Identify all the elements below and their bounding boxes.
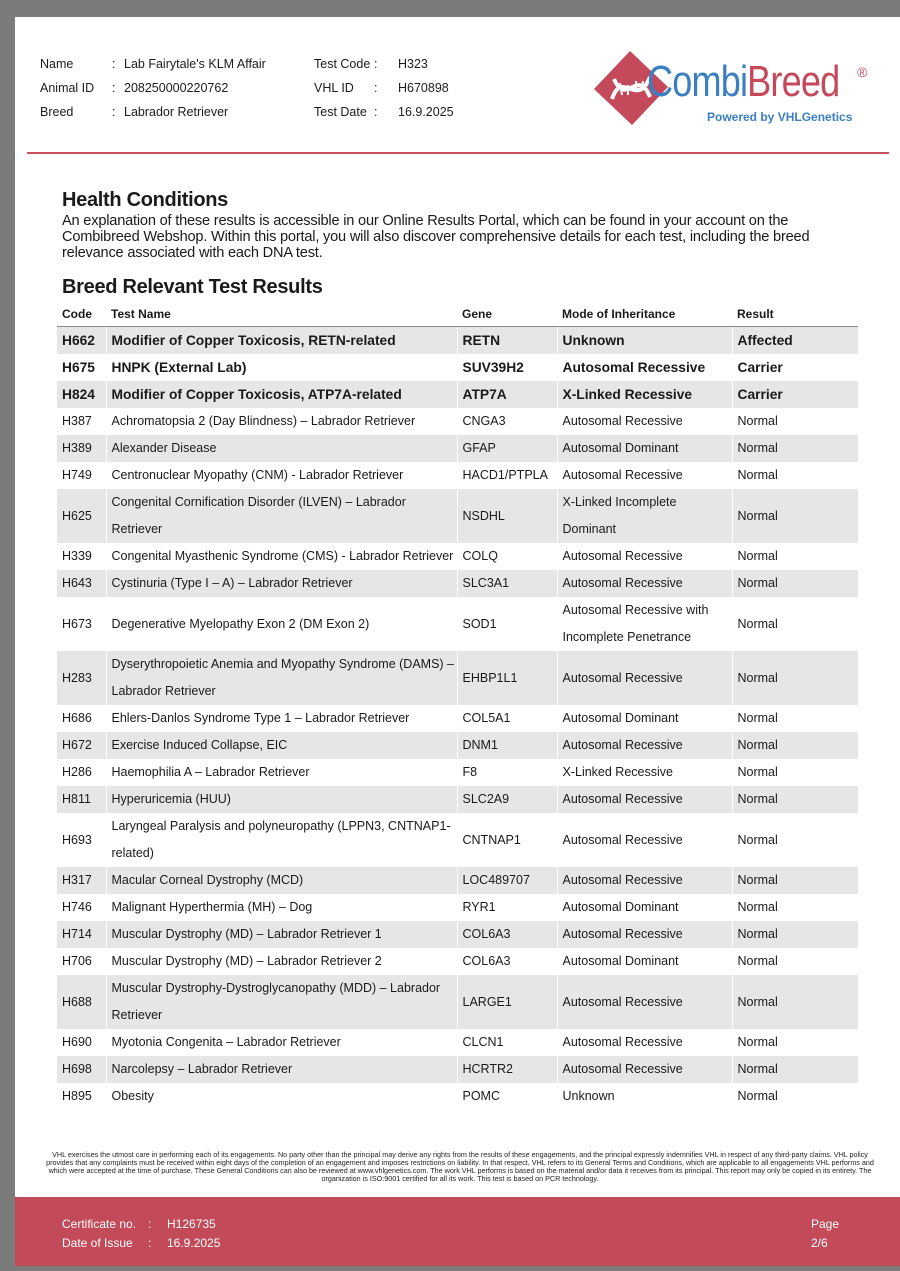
cell-code: H693 [62,832,92,847]
issue-date-row [62,1234,220,1253]
cell-gene: LARGE1 [457,975,557,1029]
cell-gene: COLQ [457,543,557,570]
cell-result: Normal [732,813,858,867]
header-divider [27,152,889,154]
cell-gene: CNGA3 [457,408,557,435]
cell-test-name: Narcolepsy – Labrador Retriever [106,1056,457,1083]
table-row [57,1056,858,1083]
table-header [57,302,858,327]
table-row [57,1083,858,1110]
health-conditions-title: Health Conditions [62,189,229,211]
cell-test-name: Obesity [106,1083,457,1110]
table-row [57,570,858,597]
cell-test-name: Muscular Dystrophy (MD) – Labrador Retriever 2 [106,948,457,975]
cell-gene: HCRTR2 [457,1056,557,1083]
logo-combi: Combi [647,57,748,106]
cell-gene: SLC2A9 [457,786,557,813]
animal-id-row [40,79,266,103]
cell-code: H625 [57,489,106,543]
cell-test-name: Achromatopsia 2 (Day Blindness) – Labrador Retriever [106,408,457,435]
cell-gene: COL6A3 [457,948,557,975]
breed-value: Labrador Retriever [124,105,229,119]
cell-mode: X-Linked Recessive [557,759,732,786]
cell-code: H895 [62,1089,92,1103]
cell-test-name: Malignant Hyperthermia (MH) – Dog [106,894,457,921]
cell-result: Normal [732,408,858,435]
test-date-label: Test Date [314,105,367,119]
table-row [57,705,858,732]
certificate-label: Certificate no. [62,1217,137,1231]
cell-code: H714 [57,921,106,948]
cell-mode: X-Linked Incomplete Dominant [557,489,732,543]
cell-gene: COL6A3 [457,921,557,948]
animal-info [40,55,266,127]
table-row [57,759,858,786]
name-value: Lab Fairytale's KLM Affair [124,57,266,71]
cell-mode: Autosomal Dominant [557,435,732,462]
table-row [57,651,858,705]
cell-result: Normal [732,597,858,651]
cell-test-name: Modifier of Copper Toxicosis, ATP7A-related [106,381,457,408]
cell-test-name: Exercise Induced Collapse, EIC [106,732,457,759]
cell-mode: Autosomal Recessive [557,462,732,489]
results-table [57,302,858,1110]
table-row [57,381,858,408]
cell-result: Carrier [732,354,858,381]
cell-result: Normal [732,1083,858,1110]
cell-code: H706 [62,954,92,968]
cell-test-name: Congenital Cornification Disorder (ILVEN) – Labrador Retriever [106,489,457,543]
cell-code: H662 [57,327,106,355]
table-row [57,867,858,894]
cell-mode: Autosomal Recessive [557,921,732,948]
cell-gene: ATP7A [457,381,557,408]
cell-mode: Autosomal Recessive [557,543,732,570]
table-row [57,408,858,435]
certificate-info [62,1215,220,1253]
cell-gene: EHBP1L1 [457,651,557,705]
page-indicator [811,1215,839,1253]
table-row [57,462,858,489]
cell-gene: RETN [457,327,557,355]
cell-gene: SOD1 [457,597,557,651]
cell-gene: CLCN1 [457,1029,557,1056]
cell-mode: Autosomal Recessive with Incomplete Penetrance [557,597,732,651]
header-code: Code [57,302,106,327]
certificate-row [62,1215,220,1234]
footer-bar [15,1197,900,1266]
vhl-id-row [314,79,454,103]
cell-mode: Autosomal Dominant [557,894,732,921]
registered-mark: ® [857,64,868,80]
table-row [57,786,858,813]
page-label: Page [811,1217,840,1231]
cell-gene: DNM1 [457,732,557,759]
cell-code: H824 [57,381,106,408]
cell-gene: RYR1 [457,894,557,921]
separator: : [148,1236,152,1250]
separator: : [374,81,378,95]
table-row [57,948,858,975]
breed-row [40,103,266,127]
separator: : [374,105,378,119]
test-code-value: H323 [398,57,428,71]
test-code-label: Test Code [314,57,371,71]
cell-code: H675 [62,360,95,375]
test-date-row [314,103,454,127]
cell-result: Normal [732,867,858,894]
cell-gene: SLC3A1 [457,570,557,597]
cell-test-name: Congenital Myasthenic Syndrome (CMS) - Labrador Retriever [106,543,457,570]
cell-test-name: Muscular Dystrophy-Dystroglycanopathy (MDD) – Labrador Retriever [106,975,457,1029]
logo-tagline: Powered by VHLGenetics [707,110,853,124]
cell-code: H746 [62,900,92,914]
cell-result: Normal [732,570,858,597]
cell-result: Normal [732,1056,858,1083]
cell-mode: Autosomal Recessive [557,1029,732,1056]
breed-results-title: Breed Relevant Test Results [62,276,323,298]
cell-code: H673 [62,616,92,631]
table-row [57,435,858,462]
cell-code: H688 [57,975,106,1029]
cell-gene: HACD1/PTPLA [457,462,557,489]
table-row [57,327,858,355]
cell-result: Normal [732,894,858,921]
header-gene: Gene [457,302,557,327]
cell-test-name: HNPK (External Lab) [106,354,457,381]
cell-mode: Unknown [557,327,732,355]
cell-mode: Autosomal Recessive [557,408,732,435]
table-row [57,597,858,651]
combibreed-logo [592,44,877,134]
header-result: Result [732,302,858,327]
report-page [15,17,900,1266]
table-row [57,732,858,759]
cell-test-name: Centronuclear Myopathy (CNM) - Labrador Retriever [106,462,457,489]
header-mode: Mode of Inheritance [557,302,732,327]
cell-test-name: Myotonia Congenita – Labrador Retriever [106,1029,457,1056]
cell-mode: Autosomal Recessive [557,1056,732,1083]
cell-result: Normal [732,759,858,786]
table-row [57,489,858,543]
cell-code: H317 [57,867,106,894]
cell-result: Normal [732,786,858,813]
cell-result: Normal [732,489,858,543]
test-code-row [314,55,454,79]
breed-label: Breed [40,105,74,119]
cell-mode: Autosomal Dominant [557,948,732,975]
issue-date-label: Date of Issue [62,1236,133,1250]
animal-id-value: 208250000220762 [124,81,229,95]
cell-code: H286 [62,765,92,779]
cell-code: H283 [57,651,106,705]
animal-id-label: Animal ID [40,81,95,95]
cell-result: Normal [732,651,858,705]
cell-gene: GFAP [457,435,557,462]
cell-result: Normal [732,975,858,1029]
name-label: Name [40,57,74,71]
issue-date-value: 16.9.2025 [167,1236,221,1250]
cell-result: Normal [732,543,858,570]
name-row [40,55,266,79]
cell-test-name: Hyperuricemia (HUU) [106,786,457,813]
cell-code: H389 [57,435,106,462]
cell-gene: F8 [457,759,557,786]
page-number: 2/6 [811,1236,828,1250]
certificate-value: H126735 [167,1217,216,1231]
separator: : [112,57,116,71]
cell-mode: Autosomal Recessive [557,975,732,1029]
cell-result: Normal [732,705,858,732]
cell-gene: POMC [457,1083,557,1110]
table-row [57,354,858,381]
cell-mode: Autosomal Dominant [557,705,732,732]
cell-code: H749 [62,468,92,482]
table-row [57,894,858,921]
cell-test-name: Dyserythropoietic Anemia and Myopathy Syndrome (DAMS) – Labrador Retriever [106,651,457,705]
logo-wordmark [647,57,839,107]
cell-result: Normal [732,948,858,975]
cell-code: H643 [57,570,106,597]
cell-test-name: Ehlers-Danlos Syndrome Type 1 – Labrador Retriever [106,705,457,732]
cell-mode: Autosomal Recessive [557,732,732,759]
cell-mode: X-Linked Recessive [557,381,732,408]
cell-gene: COL5A1 [457,705,557,732]
cell-code: H339 [62,549,92,563]
table-row [57,921,858,948]
cell-result: Normal [732,462,858,489]
cell-test-name: Modifier of Copper Toxicosis, RETN-related [106,327,457,355]
cell-mode: Autosomal Recessive [557,867,732,894]
cell-test-name: Laryngeal Paralysis and polyneuropathy (LPPN3, CNTNAP1-related) [106,813,457,867]
cell-gene: SUV39H2 [457,354,557,381]
cell-mode: Autosomal Recessive [557,570,732,597]
cell-test-name: Haemophilia A – Labrador Retriever [106,759,457,786]
cell-result: Normal [732,921,858,948]
cell-code: H811 [57,786,106,813]
table-row [57,543,858,570]
cell-gene: CNTNAP1 [457,813,557,867]
cell-test-name: Alexander Disease [106,435,457,462]
vhl-id-label: VHL ID [314,81,354,95]
separator: : [112,105,116,119]
cell-test-name: Degenerative Myelopathy Exon 2 (DM Exon 2) [106,597,457,651]
legal-disclaimer: VHL exercises the utmost care in performing each of its engagements. No party other than the principal may derive any rights from the results of these engagements, and the principal expressly indemnifies VHL in respect of any third-party claims. VHL policy provides that any complaints must be received within eight days of the completion of an engagement and imposes restrictions on liability. In that respect, VHL refers to its General Terms and Conditions, which are applicable to all engagements VHL performs and which were accepted at the time of purchase. These General Conditions can also be reviewed at www.vhlgenetics.com. The work VHL performs is based on the material and/or data it receives from its principal. This report may only be copied in its entirety. The organization is ISO:9001 certified for all its work. This test is based on PCR technology. [46,1150,874,1183]
cell-result: Normal [732,435,858,462]
logo-breed: Breed [747,57,840,106]
cell-mode: Autosomal Recessive [557,651,732,705]
cell-test-name: Cystinuria (Type I – A) – Labrador Retriever [106,570,457,597]
table-row [57,813,858,867]
separator: : [148,1217,152,1231]
cell-mode: Autosomal Recessive [557,786,732,813]
header-test-name: Test Name [106,302,457,327]
cell-mode: Unknown [557,1083,732,1110]
separator: : [374,57,378,71]
cell-code: H690 [62,1035,92,1049]
cell-code: H698 [57,1056,106,1083]
test-date-value: 16.9.2025 [398,105,454,119]
cell-test-name: Muscular Dystrophy (MD) – Labrador Retriever 1 [106,921,457,948]
cell-code: H387 [62,414,92,428]
table-row [57,975,858,1029]
cell-code: H686 [62,711,92,725]
test-info [314,55,454,127]
cell-result: Normal [732,1029,858,1056]
cell-result: Normal [732,732,858,759]
cell-code: H672 [57,732,106,759]
separator: : [112,81,116,95]
cell-gene: LOC489707 [457,867,557,894]
cell-gene: NSDHL [457,489,557,543]
cell-mode: Autosomal Recessive [557,813,732,867]
cell-mode: Autosomal Recessive [557,354,732,381]
cell-test-name: Macular Corneal Dystrophy (MCD) [106,867,457,894]
cell-result: Affected [732,327,858,355]
vhl-id-value: H670898 [398,81,449,95]
health-intro-text: An explanation of these results is accessible in our Online Results Portal, which can be found in your account on the Combibreed Webshop. Within this portal, you will also discover comprehensive details for each test, including the breed relevance associated with each DNA test. [62,213,810,261]
cell-result: Carrier [732,381,858,408]
table-row [57,1029,858,1056]
